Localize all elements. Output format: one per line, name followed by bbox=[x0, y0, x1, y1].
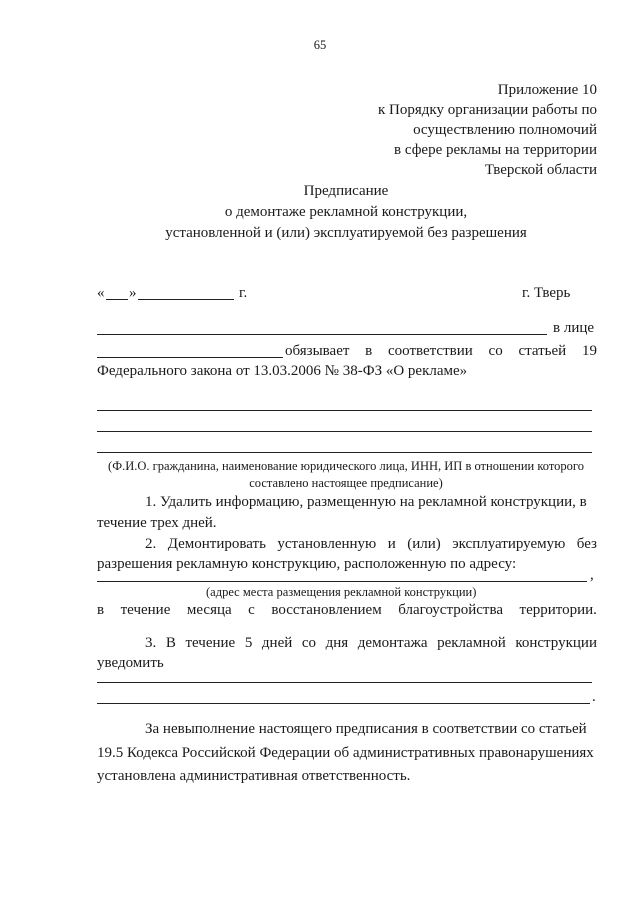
appendix-line: Приложение 10 bbox=[497, 82, 597, 98]
item-1-line: течение трех дней. bbox=[97, 515, 217, 531]
word: 2. bbox=[145, 536, 157, 552]
word: эксплуатируемую bbox=[452, 536, 566, 552]
word: в bbox=[97, 602, 105, 618]
word: 19 bbox=[581, 343, 597, 359]
word: благоустройства bbox=[398, 602, 503, 618]
word: в bbox=[365, 343, 373, 359]
document-title bbox=[96, 181, 596, 244]
word: рекламной bbox=[437, 635, 506, 651]
word: со bbox=[488, 343, 503, 359]
item-2-line: разрешения рекламную конструкцию, расположенную по адресу: bbox=[97, 556, 517, 572]
in-face-text: в лице bbox=[553, 320, 595, 336]
word: восстановлением bbox=[271, 602, 382, 618]
subject-blank-line bbox=[97, 452, 592, 453]
word: (или) bbox=[407, 536, 441, 552]
notify-blank-line bbox=[97, 703, 590, 704]
representative-blank bbox=[97, 357, 283, 358]
word: месяца bbox=[186, 602, 232, 618]
word: Демонтировать bbox=[167, 536, 266, 552]
appendix-line: осуществлению полномочий bbox=[413, 122, 597, 138]
word: В bbox=[165, 635, 176, 651]
date-year-suffix: г. bbox=[239, 285, 248, 301]
address-caption: (адрес места размещения рекламной конструкции) bbox=[206, 585, 477, 599]
liability-line: За невыполнение настоящего предписания в соответствии со статьей bbox=[145, 721, 587, 737]
month-line bbox=[97, 601, 597, 619]
word: течение bbox=[120, 602, 171, 618]
item-3-line bbox=[145, 634, 597, 652]
item-3-line: уведомить bbox=[97, 655, 164, 671]
appendix-line: в сфере рекламы на территории bbox=[394, 142, 597, 158]
subject-blank-line bbox=[97, 431, 592, 432]
word: и bbox=[387, 536, 396, 552]
word: без bbox=[576, 536, 597, 552]
law-reference: Федерального закона от 13.03.2006 № 38-ФЗ «О рекламе» bbox=[97, 363, 468, 379]
title-line: о демонтаже рекламной конструкции, bbox=[224, 204, 468, 220]
word: обязывает bbox=[285, 343, 350, 359]
person-name-blank bbox=[97, 334, 547, 335]
word: 5 bbox=[244, 635, 253, 651]
word: течение bbox=[185, 635, 236, 651]
word: с bbox=[248, 602, 255, 618]
liability-line: установлена административная ответственность. bbox=[97, 768, 411, 784]
word: соответствии bbox=[388, 343, 473, 359]
caption-line: (Ф.И.О. гражданина, наименование юридического лица, ИНН, ИП в отношении которого bbox=[108, 459, 584, 473]
appendix-line: Тверской области bbox=[484, 162, 597, 178]
appendix-header bbox=[378, 80, 597, 180]
word: установленную bbox=[277, 536, 377, 552]
city-name: г. Тверь bbox=[522, 285, 571, 301]
address-comma: , bbox=[590, 567, 594, 583]
item-1-line: 1. Удалить информацию, размещенную на рекламной конструкции, в bbox=[145, 494, 587, 510]
date-month-blank bbox=[138, 299, 234, 300]
word: статьей bbox=[518, 343, 567, 359]
caption-line: составлено настоящее предписание) bbox=[249, 476, 443, 490]
item-2-line bbox=[145, 535, 597, 553]
word: демонтажа bbox=[357, 635, 428, 651]
word: дня bbox=[325, 635, 349, 651]
word: конструкции bbox=[515, 635, 597, 651]
liability-line: 19.5 Кодекса Российской Федерации об административных правонарушениях bbox=[97, 745, 594, 761]
date-day-blank bbox=[106, 299, 128, 300]
subject-blank-line bbox=[97, 410, 592, 411]
date-close-quote: » bbox=[129, 285, 137, 301]
notify-end-period: . bbox=[592, 689, 596, 705]
word: дней bbox=[261, 635, 293, 651]
date-open-quote: « bbox=[97, 285, 105, 301]
word: со bbox=[301, 635, 317, 651]
word: 3. bbox=[145, 635, 157, 651]
address-blank bbox=[97, 581, 587, 582]
notify-blank-line bbox=[97, 682, 592, 683]
appendix-line: к Порядку организации работы по bbox=[377, 102, 597, 118]
title-line: установленной и (или) эксплуатируемой без разрешения bbox=[165, 225, 527, 241]
subject-caption bbox=[96, 458, 596, 492]
word: территории. bbox=[519, 602, 597, 618]
title-line: Предписание bbox=[303, 183, 389, 199]
page-number: 65 bbox=[313, 38, 327, 52]
obliges-line bbox=[285, 342, 597, 360]
